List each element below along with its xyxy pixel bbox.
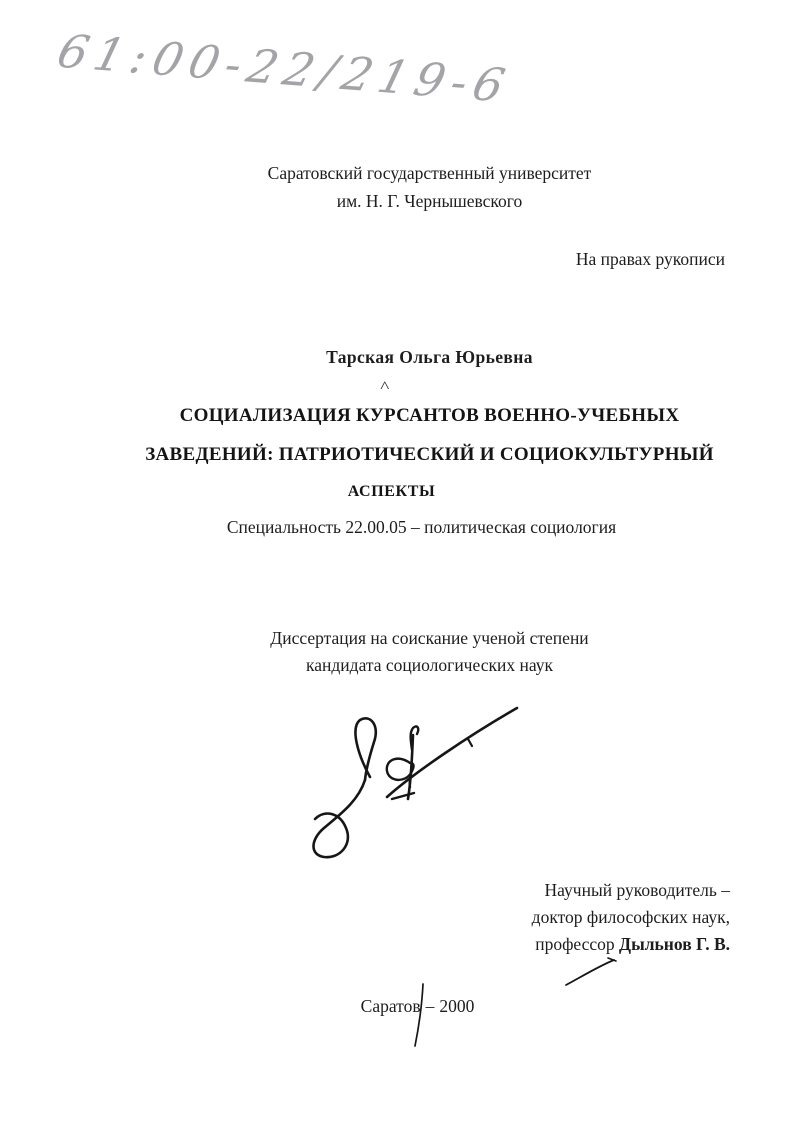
- handwritten-accession-number: 61:00-22/219-6: [51, 24, 518, 113]
- imprint-line: [21, 996, 793, 1017]
- dissertation-statement: [33, 625, 793, 679]
- statement-line-2: кандидата социологических наук: [306, 655, 553, 675]
- supervisor-line-2: доктор философских наук,: [531, 907, 730, 927]
- title-line-3: АСПЕКТЫ: [347, 483, 436, 500]
- handwritten-vertical-stroke: [410, 982, 430, 1048]
- handwritten-caret-annotation: ^: [380, 379, 390, 396]
- statement-line-1: Диссертация на соискание ученой степени: [270, 628, 589, 648]
- university-named-after: им. Н. Г. Чернышевского: [336, 191, 523, 211]
- manuscript-rights-note: На правах рукописи: [575, 249, 725, 269]
- specialty-line: Специальность 22.00.05 – политическая социология: [226, 517, 617, 537]
- university-name: Саратовский государственный университет: [267, 163, 592, 183]
- dissertation-title: [33, 396, 793, 509]
- author-name: Тарская Ольга Юрьевна: [326, 347, 533, 367]
- imprint-city: Саратов: [360, 996, 421, 1016]
- handwritten-slash-mark: [563, 956, 621, 988]
- supervisor-degree-prefix: профессор: [535, 934, 620, 954]
- supervisor-line-1: Научный руководитель –: [544, 880, 730, 900]
- supervisor-name: Дыльнов Г. В.: [619, 934, 730, 954]
- imprint-dash: –: [425, 996, 435, 1016]
- author-signature-handwriting: [270, 680, 550, 870]
- university-block: [33, 159, 793, 215]
- supervisor-line-3: [532, 931, 730, 958]
- imprint-year: 2000: [439, 996, 475, 1016]
- title-line-2: ЗАВЕДЕНИЙ: ПАТРИОТИЧЕСКИЙ И СОЦИОКУЛЬТУРНЫЙ: [145, 444, 714, 465]
- title-line-1: СОЦИАЛИЗАЦИЯ КУРСАНТОВ ВОЕННО-УЧЕБНЫХ: [179, 405, 680, 426]
- supervisor-block: [532, 877, 730, 958]
